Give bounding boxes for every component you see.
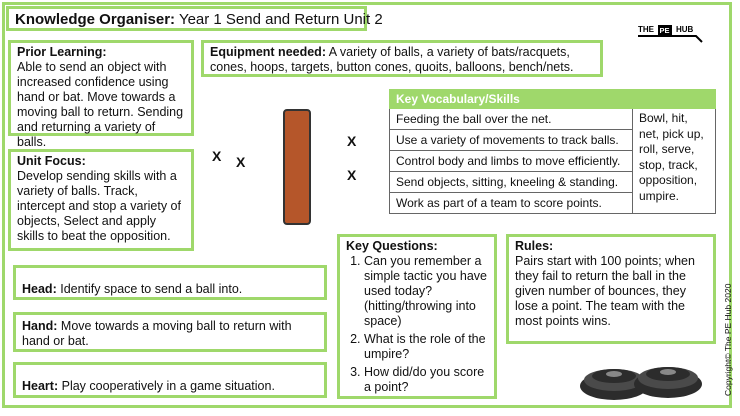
question-item: 3. How did/do you score a point? bbox=[364, 365, 488, 395]
svg-text:PE: PE bbox=[659, 26, 670, 35]
player-marker: X bbox=[236, 154, 246, 170]
question-list bbox=[346, 254, 488, 395]
svg-text:THE: THE bbox=[638, 25, 654, 34]
skill-row: Control body and limbs to move efficiently. bbox=[390, 151, 633, 172]
rules-box: Rules: Pairs start with 100 points; when they fail to return the ball in the given number of bounces, they lose a point. The team with the most points wins. bbox=[506, 234, 716, 344]
cone-discs-icon bbox=[578, 356, 708, 402]
hand-box: Hand: Move towards a moving ball to return with hand or bat. bbox=[13, 312, 327, 352]
player-marker: X bbox=[347, 133, 357, 149]
vocabulary-table bbox=[389, 89, 716, 214]
key-questions-box: Key Questions: 1. Can you remember a simple tactic you have used today? (hitting/throwing into space) 2. What is the role of the umpire? 3. How did/do you score a point? bbox=[337, 234, 497, 399]
copyright-text: Copyright© The PE Hub 2020 bbox=[723, 283, 733, 396]
skill-row: Work as part of a team to score points. bbox=[390, 193, 633, 214]
prior-learning-box: Prior Learning: Able to send an object with increased confidence using hand or bat. Move towards a moving ball to return. Sending and returning a variety of balls. bbox=[8, 40, 194, 136]
vocabulary-words: Bowl, hit, net, pick up, roll, serve, stop, track, opposition, umpire. bbox=[633, 109, 716, 214]
page-title: Knowledge Organiser: Year 1 Send and Return Unit 2 bbox=[6, 6, 367, 31]
skill-row: Use a variety of movements to track balls. bbox=[390, 130, 633, 151]
bench bbox=[284, 110, 310, 224]
head-box: Head: Identify space to send a ball into. bbox=[13, 265, 327, 300]
player-marker: X bbox=[347, 167, 357, 183]
equipment-box: Equipment needed: A variety of balls, a variety of bats/racquets, cones, hoops, targets, button cones, quoits, balloons, bench/nets. bbox=[201, 40, 603, 77]
bench-diagram bbox=[280, 108, 316, 228]
unit-focus-box: Unit Focus: Develop sending skills with a variety of balls. Track, intercept and stop a variety of objects, Select and apply skills to beat the opposition. bbox=[8, 149, 194, 251]
svg-text:HUB: HUB bbox=[676, 25, 694, 34]
question-item: 2. What is the role of the umpire? bbox=[364, 332, 488, 362]
heart-box: Heart: Play cooperatively in a game situation. bbox=[13, 362, 327, 398]
vocabulary-header: Key Vocabulary/Skills bbox=[390, 90, 716, 109]
skill-row: Send objects, sitting, kneeling & standing. bbox=[390, 172, 633, 193]
player-marker: X bbox=[212, 148, 222, 164]
question-item: 1. Can you remember a simple tactic you have used today? (hitting/throwing into space) bbox=[364, 254, 488, 329]
skill-row: Feeding the ball over the net. bbox=[390, 109, 633, 130]
pe-hub-logo bbox=[636, 22, 706, 46]
